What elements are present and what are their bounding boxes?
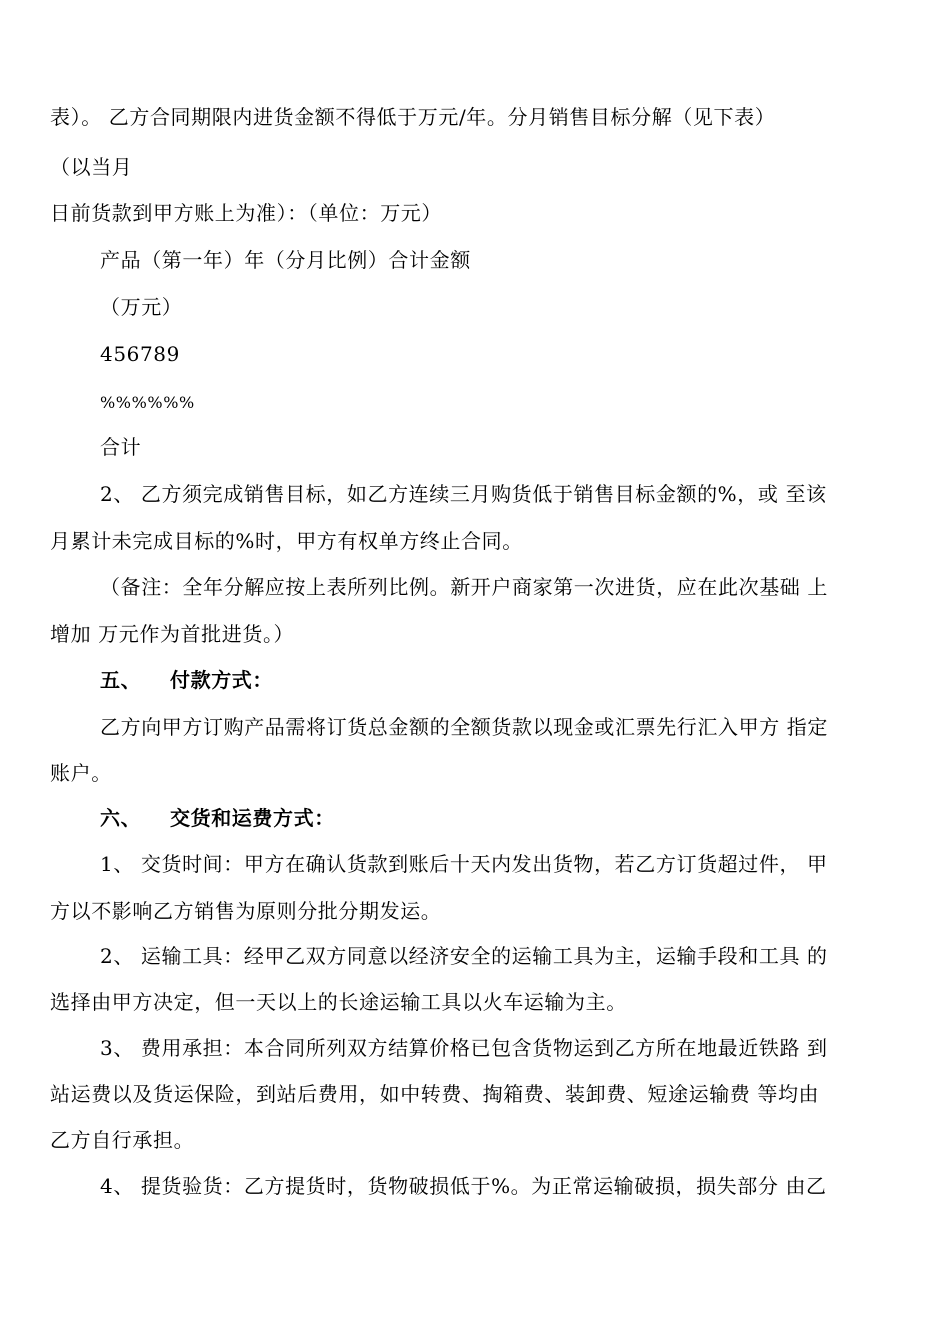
text-line: （备注：全年分解应按上表所列比例。新开户商家第一次进货，应在此次基础 上: [100, 575, 828, 599]
table-header-line: 产品（第一年）年（分月比例）合计金额: [100, 248, 471, 272]
text-line: 表）。 乙方合同期限内进货金额不得低于万元/年。分月销售目标分解（见下表）: [50, 105, 776, 129]
text-line: 4、 提货验货：乙方提货时，货物破损低于%。为正常运输破损，损失部分 由乙: [100, 1174, 827, 1198]
text-line: 账户。: [50, 761, 112, 785]
section-title: 交货和运费方式：: [170, 806, 335, 830]
text-line: 站运费以及货运保险，到站后费用，如中转费、掏箱费、装卸费、短途运输费 等均由: [50, 1082, 820, 1106]
text-line: 1、 交货时间：甲方在确认货款到账后十天内发出货物，若乙方订货超过件， 甲: [100, 852, 828, 876]
section-title: 付款方式：: [170, 668, 273, 692]
text-line: 日前货款到甲方账上为准）：（单位：万元）: [50, 201, 442, 225]
table-months-line: 456789: [100, 342, 180, 366]
table-total-line: 合计: [100, 435, 142, 459]
section-number: 五、: [100, 668, 142, 692]
text-line: 乙方向甲方订购产品需将订货总金额的全额货款以现金或汇票先行汇入甲方 指定: [100, 715, 828, 739]
text-line: （以当月: [50, 155, 133, 179]
section-number: 六、: [100, 806, 142, 830]
table-unit-line: （万元）: [100, 295, 183, 319]
text-line: 方以不影响乙方销售为原则分批分期发运。: [50, 899, 442, 923]
text-line: 月累计未完成目标的%时，甲方有权单方终止合同。: [50, 529, 523, 553]
text-line: 3、 费用承担：本合同所列双方结算价格已包含货物运到乙方所在地最近铁路 到: [100, 1036, 828, 1060]
table-percent-line: %%%%%%: [100, 393, 195, 412]
text-line: 乙方自行承担。: [50, 1128, 195, 1152]
text-line: 2、 运输工具：经甲乙双方同意以经济安全的运输工具为主，运输手段和工具 的: [100, 944, 828, 968]
text-line: 选择由甲方决定，但一天以上的长途运输工具以火车运输为主。: [50, 990, 627, 1014]
text-line: 2、 乙方须完成销售目标，如乙方连续三月购货低于销售目标金额的%，或 至该: [100, 482, 827, 506]
text-line: 增加 万元作为首批进货。）: [50, 622, 295, 646]
